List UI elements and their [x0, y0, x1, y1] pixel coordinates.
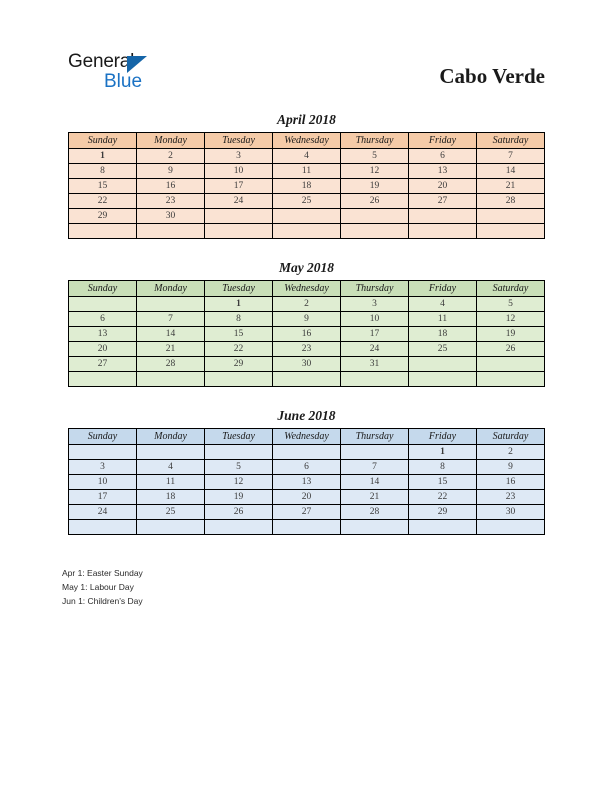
month-block-april — [68, 110, 545, 239]
calendar-day-cell[interactable]: 26 — [341, 194, 409, 209]
calendar-day-cell[interactable]: 11 — [137, 475, 205, 490]
calendar-day-cell[interactable]: 9 — [477, 460, 545, 475]
calendar-day-cell[interactable]: 5 — [341, 149, 409, 164]
calendar-day-cell[interactable]: 26 — [477, 342, 545, 357]
calendar-day-cell[interactable]: 7 — [341, 460, 409, 475]
calendar-empty-cell — [409, 209, 477, 224]
calendar-week-row — [69, 520, 545, 535]
calendar-day-cell[interactable]: 25 — [137, 505, 205, 520]
calendar-day-cell[interactable]: 30 — [477, 505, 545, 520]
calendar-week-row — [69, 445, 545, 460]
calendar-day-cell[interactable]: 4 — [273, 149, 341, 164]
calendar-day-cell[interactable]: 14 — [341, 475, 409, 490]
calendar-empty-cell — [273, 520, 341, 535]
calendar-day-cell[interactable]: 5 — [205, 460, 273, 475]
calendar-empty-cell — [69, 372, 137, 387]
weekday-header-wednesday: Wednesday — [273, 429, 341, 445]
calendar-day-cell[interactable]: 1 — [69, 149, 137, 164]
calendar-empty-cell — [137, 445, 205, 460]
page-header — [68, 52, 545, 100]
month-title: April 2018 — [277, 112, 336, 127]
calendar-day-cell[interactable]: 10 — [69, 475, 137, 490]
weekday-header-sunday: Sunday — [69, 429, 137, 445]
holiday-note: May 1: Labour Day — [62, 582, 134, 592]
calendar-day-cell[interactable]: 23 — [273, 342, 341, 357]
calendar-day-cell[interactable]: 5 — [477, 297, 545, 312]
calendar-week-row — [69, 312, 545, 327]
calendar-empty-cell — [341, 209, 409, 224]
calendar-empty-cell — [477, 372, 545, 387]
calendar-day-cell[interactable]: 3 — [341, 297, 409, 312]
calendar-day-cell[interactable]: 21 — [137, 342, 205, 357]
calendar-day-cell[interactable]: 7 — [137, 312, 205, 327]
calendar-day-cell[interactable]: 27 — [69, 357, 137, 372]
calendar-week-row — [69, 357, 545, 372]
calendar-day-cell[interactable]: 19 — [205, 490, 273, 505]
calendar-day-cell[interactable]: 29 — [409, 505, 477, 520]
calendar-day-cell[interactable]: 28 — [137, 357, 205, 372]
weekday-header-monday: Monday — [137, 281, 205, 297]
calendar-empty-cell — [273, 209, 341, 224]
calendar-day-cell[interactable]: 2 — [477, 445, 545, 460]
calendar-week-row — [69, 342, 545, 357]
calendar-empty-cell — [69, 520, 137, 535]
calendar-empty-cell — [137, 520, 205, 535]
holiday-notes — [62, 566, 362, 608]
weekday-header-sunday: Sunday — [69, 281, 137, 297]
calendar-day-cell[interactable]: 20 — [273, 490, 341, 505]
calendar-week-row — [69, 164, 545, 179]
holiday-note: Apr 1: Easter Sunday — [62, 568, 143, 578]
calendar-day-cell[interactable]: 11 — [409, 312, 477, 327]
calendar-day-cell[interactable]: 18 — [409, 327, 477, 342]
calendar-day-cell[interactable]: 16 — [137, 179, 205, 194]
calendar-empty-cell — [273, 372, 341, 387]
calendar-day-cell[interactable]: 29 — [205, 357, 273, 372]
weekday-header-thursday: Thursday — [341, 281, 409, 297]
calendar-day-cell[interactable]: 17 — [69, 490, 137, 505]
calendar-week-row — [69, 224, 545, 239]
logo-text-general: General — [68, 51, 135, 72]
calendar-empty-cell — [409, 372, 477, 387]
weekday-header-friday: Friday — [409, 133, 477, 149]
calendar-day-cell[interactable]: 18 — [137, 490, 205, 505]
general-blue-logo — [68, 52, 188, 98]
weekday-header-thursday: Thursday — [341, 133, 409, 149]
weekday-header-wednesday: Wednesday — [273, 281, 341, 297]
weekday-header-thursday: Thursday — [341, 429, 409, 445]
calendar-week-row — [69, 475, 545, 490]
calendar-empty-cell — [341, 445, 409, 460]
calendar-day-cell[interactable]: 12 — [477, 312, 545, 327]
calendar-day-cell[interactable]: 13 — [409, 164, 477, 179]
calendar-day-cell[interactable]: 19 — [341, 179, 409, 194]
calendar-day-cell[interactable]: 15 — [409, 475, 477, 490]
calendar-empty-cell — [137, 297, 205, 312]
calendar-day-cell[interactable]: 10 — [205, 164, 273, 179]
calendar-day-cell[interactable]: 12 — [341, 164, 409, 179]
calendar-day-cell[interactable]: 1 — [409, 445, 477, 460]
calendar-day-cell[interactable]: 8 — [205, 312, 273, 327]
calendar-table-may — [68, 280, 545, 387]
calendar-empty-cell — [477, 357, 545, 372]
calendar-empty-cell — [137, 372, 205, 387]
calendar-day-cell[interactable]: 24 — [341, 342, 409, 357]
calendar-day-cell[interactable]: 15 — [205, 327, 273, 342]
calendar-empty-cell — [137, 224, 205, 239]
calendar-empty-cell — [409, 224, 477, 239]
calendar-day-cell[interactable]: 21 — [477, 179, 545, 194]
calendar-day-cell[interactable]: 21 — [341, 490, 409, 505]
holiday-note: Jun 1: Children’s Day — [62, 596, 143, 606]
weekday-header-saturday: Saturday — [477, 133, 545, 149]
calendar-day-cell[interactable]: 18 — [273, 179, 341, 194]
calendar-week-row — [69, 149, 545, 164]
calendar-empty-cell — [205, 445, 273, 460]
calendar-day-cell[interactable]: 22 — [205, 342, 273, 357]
calendar-day-cell[interactable]: 28 — [341, 505, 409, 520]
calendar-day-cell[interactable]: 30 — [137, 209, 205, 224]
calendar-week-row — [69, 209, 545, 224]
month-title: May 2018 — [278, 260, 335, 275]
calendar-day-cell[interactable]: 25 — [273, 194, 341, 209]
calendar-empty-cell — [409, 520, 477, 535]
month-title: June 2018 — [277, 408, 336, 423]
logo-text-blue: Blue — [104, 71, 143, 92]
calendar-day-cell[interactable]: 19 — [477, 327, 545, 342]
calendar-empty-cell — [205, 372, 273, 387]
calendar-day-cell[interactable]: 8 — [69, 164, 137, 179]
calendar-day-cell[interactable]: 20 — [69, 342, 137, 357]
calendar-body — [69, 297, 545, 387]
weekday-header-sunday: Sunday — [69, 133, 137, 149]
calendar-day-cell[interactable]: 24 — [69, 505, 137, 520]
calendar-day-cell[interactable]: 22 — [409, 490, 477, 505]
calendar-empty-cell — [205, 520, 273, 535]
calendar-day-cell[interactable]: 3 — [69, 460, 137, 475]
calendar-empty-cell — [341, 520, 409, 535]
calendar-day-cell[interactable]: 29 — [69, 209, 137, 224]
calendar-day-cell[interactable]: 23 — [477, 490, 545, 505]
calendar-day-cell[interactable]: 13 — [69, 327, 137, 342]
calendar-week-row — [69, 460, 545, 475]
calendar-day-cell[interactable]: 2 — [273, 297, 341, 312]
calendar-day-cell[interactable]: 1 — [205, 297, 273, 312]
calendar-day-cell[interactable]: 20 — [409, 179, 477, 194]
page-title: Cabo Verde — [439, 64, 545, 88]
weekday-header-tuesday: Tuesday — [205, 281, 273, 297]
calendar-day-cell[interactable]: 6 — [409, 149, 477, 164]
calendar-day-cell[interactable]: 23 — [137, 194, 205, 209]
calendar-day-cell[interactable]: 7 — [477, 149, 545, 164]
calendar-empty-cell — [341, 224, 409, 239]
calendar-day-cell[interactable]: 9 — [273, 312, 341, 327]
calendar-week-row — [69, 372, 545, 387]
calendar-empty-cell — [205, 209, 273, 224]
calendar-week-row — [69, 297, 545, 312]
calendar-day-cell[interactable]: 14 — [477, 164, 545, 179]
weekday-header-wednesday: Wednesday — [273, 133, 341, 149]
calendar-week-row — [69, 194, 545, 209]
calendar-empty-cell — [205, 224, 273, 239]
weekday-header-row — [69, 281, 545, 297]
weekday-header-saturday: Saturday — [477, 281, 545, 297]
calendar-day-cell[interactable]: 13 — [273, 475, 341, 490]
calendar-day-cell[interactable]: 17 — [341, 327, 409, 342]
month-block-june — [68, 406, 545, 535]
calendar-day-cell[interactable]: 22 — [69, 194, 137, 209]
calendar-day-cell[interactable]: 6 — [69, 312, 137, 327]
calendar-week-row — [69, 505, 545, 520]
month-block-may — [68, 258, 545, 387]
weekday-header-tuesday: Tuesday — [205, 133, 273, 149]
calendar-day-cell[interactable]: 30 — [273, 357, 341, 372]
calendar-day-cell[interactable]: 16 — [273, 327, 341, 342]
calendar-day-cell[interactable]: 15 — [69, 179, 137, 194]
calendar-day-cell[interactable]: 11 — [273, 164, 341, 179]
calendar-day-cell[interactable]: 24 — [205, 194, 273, 209]
calendar-day-cell[interactable]: 2 — [137, 149, 205, 164]
calendar-day-cell[interactable]: 12 — [205, 475, 273, 490]
calendar-empty-cell — [341, 372, 409, 387]
calendar-day-cell[interactable]: 31 — [341, 357, 409, 372]
calendar-empty-cell — [273, 224, 341, 239]
calendar-empty-cell — [69, 445, 137, 460]
calendar-week-row — [69, 327, 545, 342]
calendar-day-cell[interactable]: 6 — [273, 460, 341, 475]
weekday-header-tuesday: Tuesday — [205, 429, 273, 445]
calendar-empty-cell — [409, 357, 477, 372]
calendar-body — [69, 149, 545, 239]
calendar-empty-cell — [69, 224, 137, 239]
calendar-week-row — [69, 490, 545, 505]
calendar-table-june — [68, 428, 545, 535]
calendar-empty-cell — [477, 224, 545, 239]
weekday-header-row — [69, 133, 545, 149]
calendar-empty-cell — [477, 520, 545, 535]
calendar-empty-cell — [273, 445, 341, 460]
calendar-day-cell[interactable]: 8 — [409, 460, 477, 475]
weekday-header-row — [69, 429, 545, 445]
weekday-header-monday: Monday — [137, 429, 205, 445]
calendar-day-cell[interactable]: 16 — [477, 475, 545, 490]
calendar-day-cell[interactable]: 14 — [137, 327, 205, 342]
weekday-header-saturday: Saturday — [477, 429, 545, 445]
weekday-header-monday: Monday — [137, 133, 205, 149]
weekday-header-friday: Friday — [409, 429, 477, 445]
calendar-table-april — [68, 132, 545, 239]
calendar-day-cell[interactable]: 25 — [409, 342, 477, 357]
calendar-day-cell[interactable]: 4 — [409, 297, 477, 312]
calendar-day-cell[interactable]: 10 — [341, 312, 409, 327]
calendar-day-cell[interactable]: 9 — [137, 164, 205, 179]
calendar-empty-cell — [477, 209, 545, 224]
calendar-day-cell[interactable]: 17 — [205, 179, 273, 194]
calendar-day-cell[interactable]: 28 — [477, 194, 545, 209]
calendar-body — [69, 445, 545, 535]
calendar-day-cell[interactable]: 26 — [205, 505, 273, 520]
calendar-day-cell[interactable]: 3 — [205, 149, 273, 164]
calendar-day-cell[interactable]: 27 — [409, 194, 477, 209]
calendar-day-cell[interactable]: 4 — [137, 460, 205, 475]
calendar-week-row — [69, 179, 545, 194]
calendar-day-cell[interactable]: 27 — [273, 505, 341, 520]
weekday-header-friday: Friday — [409, 281, 477, 297]
calendar-empty-cell — [69, 297, 137, 312]
